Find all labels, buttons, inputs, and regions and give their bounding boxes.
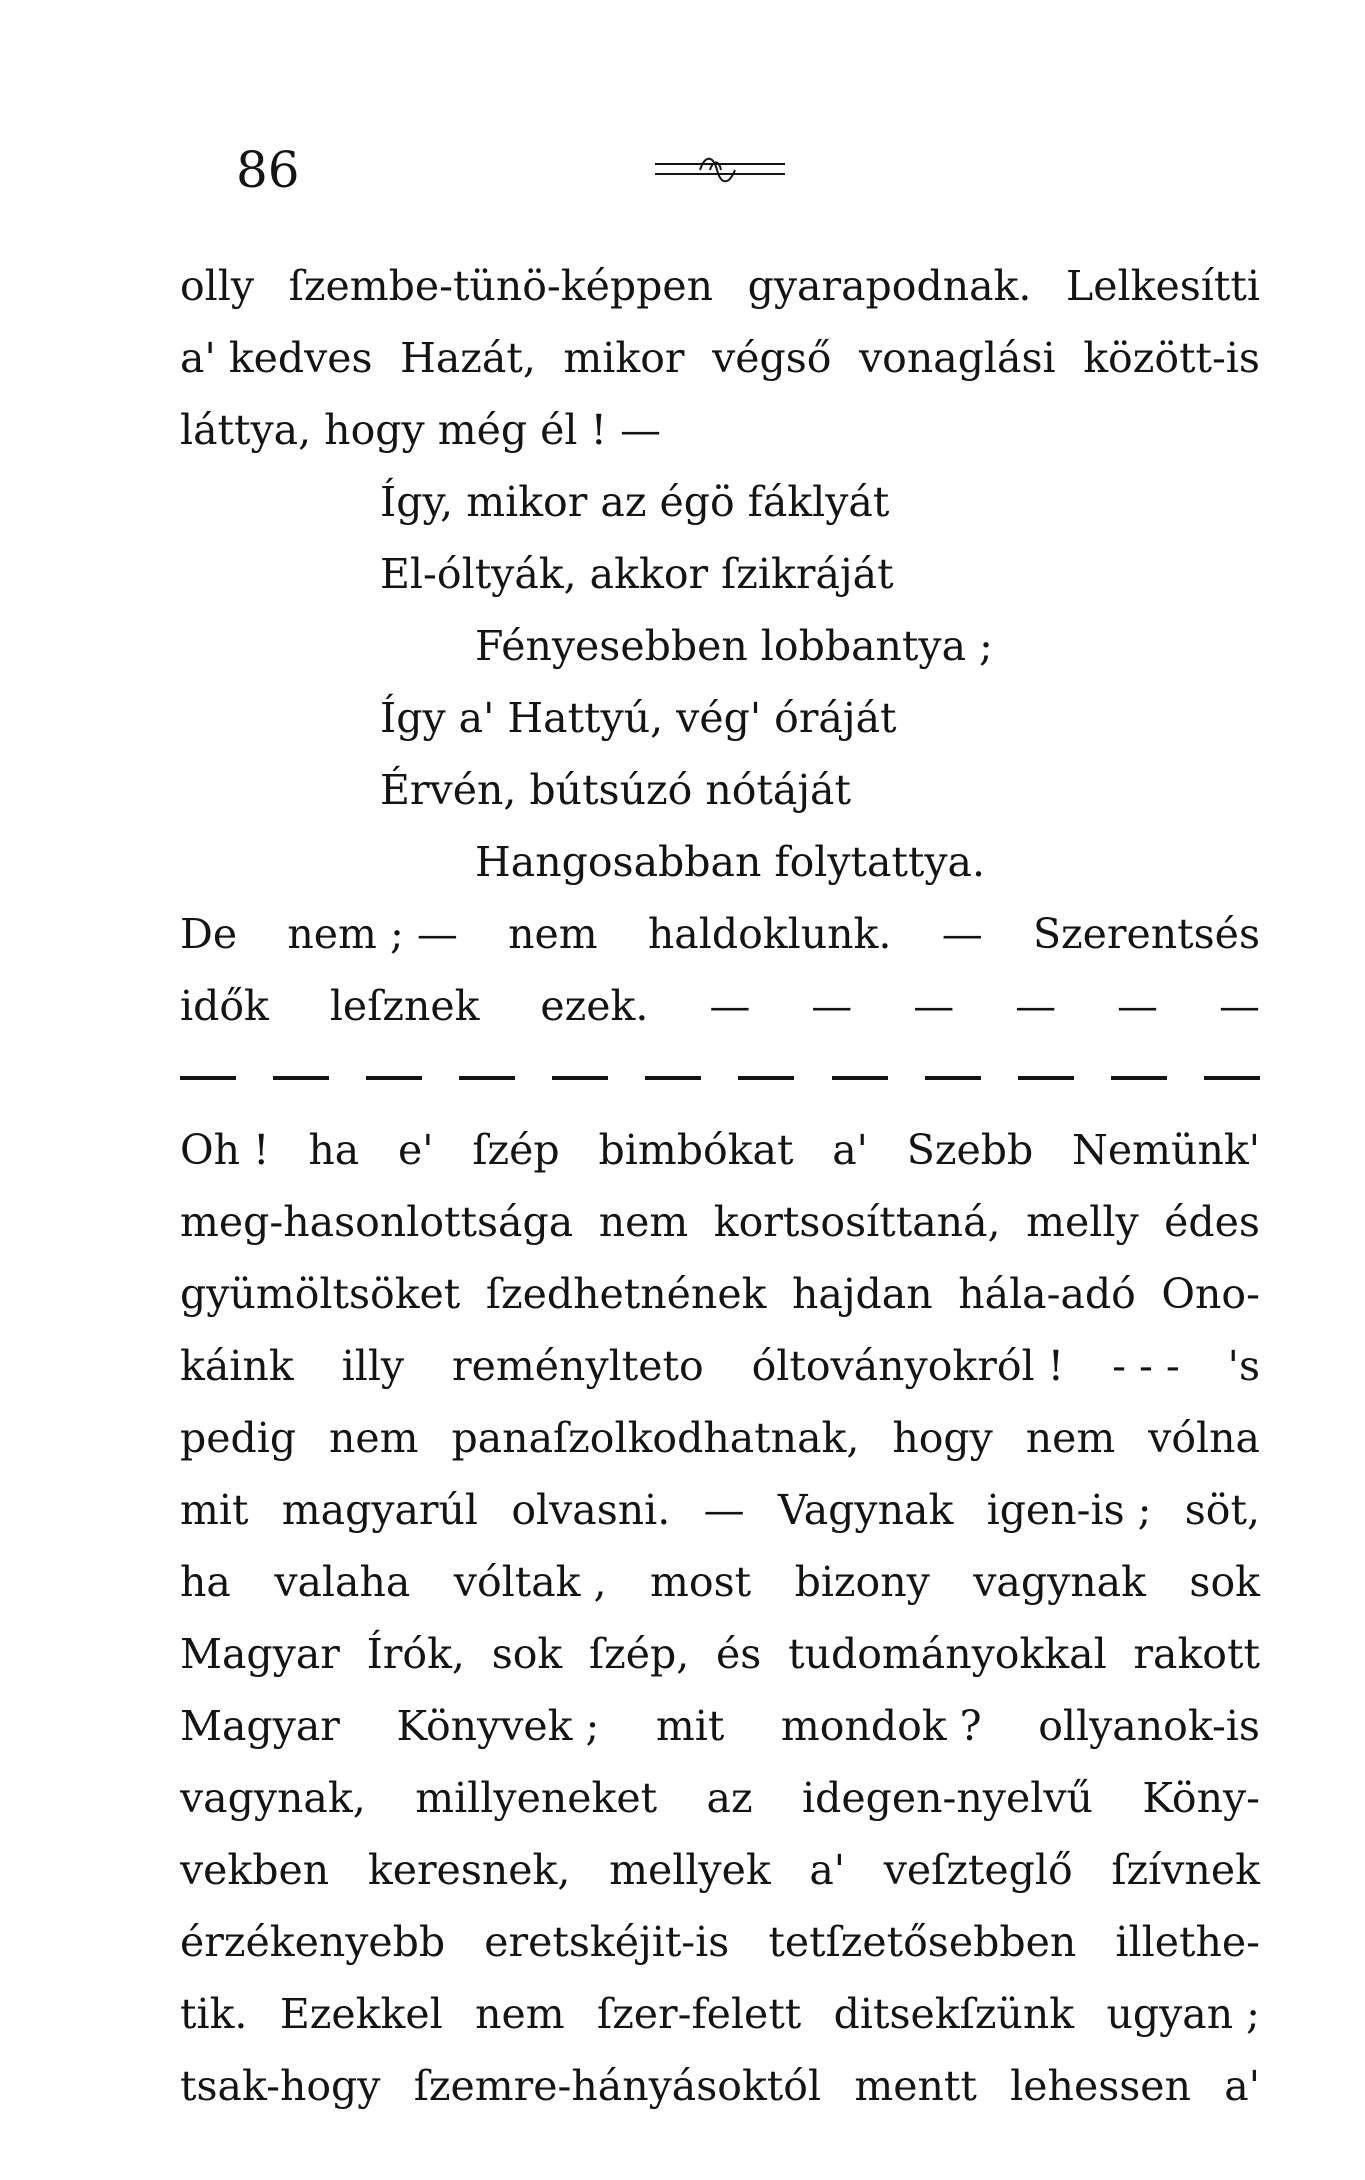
- text-line: [180, 970, 1260, 1042]
- word: nem: [508, 910, 598, 958]
- word: e': [398, 1126, 434, 1174]
- word: Köny-: [1142, 1774, 1260, 1822]
- word: kortsosíttaná,: [713, 1198, 1001, 1246]
- word: mondok ?: [780, 1702, 982, 1750]
- word: ſzedhetnének: [485, 1270, 767, 1318]
- word: Lelkesítti: [1066, 262, 1260, 310]
- word: és: [716, 1630, 762, 1678]
- word: idők: [180, 982, 269, 1030]
- word: nem: [598, 1198, 689, 1246]
- dash-rule: [366, 1076, 422, 1080]
- text-line: [180, 322, 1260, 394]
- poem-line: Érvén, bútsúzó nótáját: [380, 766, 851, 814]
- dash-rule: [832, 1076, 888, 1080]
- word: bizony: [794, 1558, 930, 1606]
- word: nem: [475, 1990, 565, 2038]
- word: óltoványokról !: [751, 1342, 1065, 1390]
- word: nem: [329, 1414, 419, 1462]
- dash-rule: [273, 1076, 329, 1080]
- text-line: [180, 1114, 1260, 1186]
- word: érzékenyebb: [180, 1918, 446, 1966]
- word: ſzemre-hányásoktól: [413, 2062, 822, 2110]
- dash-rule: [1204, 1076, 1260, 1080]
- word: Ezekkel: [279, 1990, 443, 2038]
- word: meg-hasonlottsága: [180, 1198, 574, 1246]
- word: haldoklunk.: [647, 910, 892, 958]
- word: ſzívnek: [1111, 1846, 1260, 1894]
- word: a' kedves: [180, 334, 373, 382]
- word: ezek.: [540, 982, 649, 1030]
- word: illy: [341, 1342, 405, 1390]
- dash-rule: [738, 1076, 794, 1080]
- word: - - -: [1112, 1342, 1180, 1390]
- poem-line: Így a' Hattyú, vég' óráját: [380, 694, 897, 742]
- word: gyümöltsöket: [180, 1270, 461, 1318]
- word: bimbókat: [598, 1126, 794, 1174]
- dash-rule: [180, 1076, 236, 1080]
- poem-line: Hangosabban folytattya.: [475, 838, 986, 886]
- dash-rule: [459, 1076, 515, 1080]
- text-line: [180, 1618, 1260, 1690]
- word: —: [703, 1486, 745, 1534]
- word: gyarapodnak.: [747, 262, 1032, 310]
- text-line: [180, 394, 1260, 466]
- word: mit: [180, 1486, 249, 1534]
- word: vagynak: [973, 1558, 1146, 1606]
- dash-rule: [1111, 1076, 1167, 1080]
- word: Magyar: [180, 1630, 340, 1678]
- poem-line: El-óltyák, akkor ſzikráját: [380, 550, 894, 598]
- word: De: [180, 910, 238, 958]
- word: —: [811, 982, 853, 1030]
- word: láttya, hogy még él ! —: [180, 406, 662, 454]
- text-line: [180, 1978, 1260, 2050]
- word: millyeneket: [415, 1774, 658, 1822]
- word: ſzép,: [588, 1630, 690, 1678]
- word: vonaglási: [859, 334, 1056, 382]
- word: ſzembe-tünö-képpen: [288, 262, 714, 310]
- word: nem ; —: [287, 910, 458, 958]
- word: nem: [1025, 1414, 1116, 1462]
- dash-rule: [1018, 1076, 1074, 1080]
- word: söt,: [1184, 1486, 1260, 1534]
- dash-rule: [925, 1076, 981, 1080]
- word: eretskéjit-is: [484, 1918, 730, 1966]
- word: pedig: [180, 1414, 297, 1462]
- ornament-icon: [655, 150, 785, 190]
- word: —: [1117, 982, 1159, 1030]
- word: Nemünk': [1072, 1126, 1260, 1174]
- word: Oh !: [180, 1126, 270, 1174]
- word: Írók,: [366, 1630, 465, 1678]
- word: végső: [712, 334, 832, 382]
- word: panaſzolkodhatnak,: [451, 1414, 860, 1462]
- word: leſznek: [329, 982, 480, 1030]
- word: Vagynak: [777, 1486, 954, 1534]
- word: reménylteto: [452, 1342, 704, 1390]
- text-block: [180, 250, 1260, 2122]
- word: a': [832, 1126, 868, 1174]
- word: ditsekſzünk: [833, 1990, 1075, 2038]
- dash-rule: [645, 1076, 701, 1080]
- word: Magyar: [180, 1702, 340, 1750]
- text-line: [180, 250, 1260, 322]
- text-line: [180, 898, 1260, 970]
- word: sok: [1189, 1558, 1260, 1606]
- word: illethe-: [1115, 1918, 1260, 1966]
- word: —: [1015, 982, 1057, 1030]
- word: —: [1218, 982, 1260, 1030]
- word: ha: [308, 1126, 360, 1174]
- word: tudományokkal: [788, 1630, 1107, 1678]
- dash-rule: [552, 1076, 608, 1080]
- word: ſzép: [472, 1126, 560, 1174]
- word: a': [1224, 2062, 1260, 2110]
- text-line: [180, 1906, 1260, 1978]
- word: melly: [1026, 1198, 1139, 1246]
- word: Ono-: [1161, 1270, 1260, 1318]
- word: sok: [491, 1630, 563, 1678]
- text-line: [180, 1690, 1260, 1762]
- word: —: [941, 910, 983, 958]
- word: valaha: [274, 1558, 411, 1606]
- word: vóltak ,: [453, 1558, 607, 1606]
- word: vekben: [180, 1846, 330, 1894]
- word: mikor: [563, 334, 685, 382]
- text-line: [180, 1186, 1260, 1258]
- dash-line: [180, 1042, 1260, 1114]
- text-line: [180, 1258, 1260, 1330]
- word: most: [650, 1558, 752, 1606]
- word: Könyvek ;: [396, 1702, 600, 1750]
- word: mellyek: [609, 1846, 771, 1894]
- text-line: [180, 1474, 1260, 1546]
- poem-line: Így, mikor az égö fáklyát: [380, 478, 890, 526]
- word: hajdan: [792, 1270, 933, 1318]
- word: veſzteglő: [883, 1846, 1073, 1894]
- word: vólna: [1148, 1414, 1260, 1462]
- word: olly: [180, 262, 255, 310]
- page-number: 86: [236, 141, 300, 199]
- word: olvasni.: [511, 1486, 671, 1534]
- word: mit: [655, 1702, 725, 1750]
- word: tetſzetősebben: [768, 1918, 1077, 1966]
- word: hála-adó: [958, 1270, 1136, 1318]
- text-line: [180, 1834, 1260, 1906]
- word: 's: [1227, 1342, 1260, 1390]
- word: az: [706, 1774, 753, 1822]
- word: lehessen: [1010, 2062, 1191, 2110]
- word: keresnek,: [367, 1846, 571, 1894]
- word: mentt: [854, 2062, 977, 2110]
- text-line: [180, 1762, 1260, 1834]
- word: —: [913, 982, 955, 1030]
- word: —: [709, 982, 751, 1030]
- word: rakott: [1133, 1630, 1260, 1678]
- text-line: [180, 1546, 1260, 1618]
- word: igen-is ;: [986, 1486, 1152, 1534]
- word: édes: [1164, 1198, 1260, 1246]
- poem-line: Fényesebben lobbantya ;: [475, 622, 993, 670]
- word: hogy: [892, 1414, 993, 1462]
- text-line: [180, 1402, 1260, 1474]
- word: a': [809, 1846, 846, 1894]
- word: Szebb: [906, 1126, 1034, 1174]
- word: Szerentsés: [1032, 910, 1260, 958]
- word: ollyanok-is: [1038, 1702, 1260, 1750]
- word: között-is: [1083, 334, 1260, 382]
- word: ugyan ;: [1106, 1990, 1260, 2038]
- word: tsak-hogy: [180, 2062, 381, 2110]
- word: ha: [180, 1558, 231, 1606]
- word: ſzer-felett: [597, 1990, 802, 2038]
- text-line: [180, 2050, 1260, 2122]
- word: káink: [180, 1342, 294, 1390]
- word: tik.: [180, 1990, 248, 2038]
- text-line: [180, 1330, 1260, 1402]
- word: vagynak,: [180, 1774, 366, 1822]
- word: magyarúl: [281, 1486, 479, 1534]
- word: Hazát,: [400, 334, 536, 382]
- word: idegen-nyelvű: [802, 1774, 1093, 1822]
